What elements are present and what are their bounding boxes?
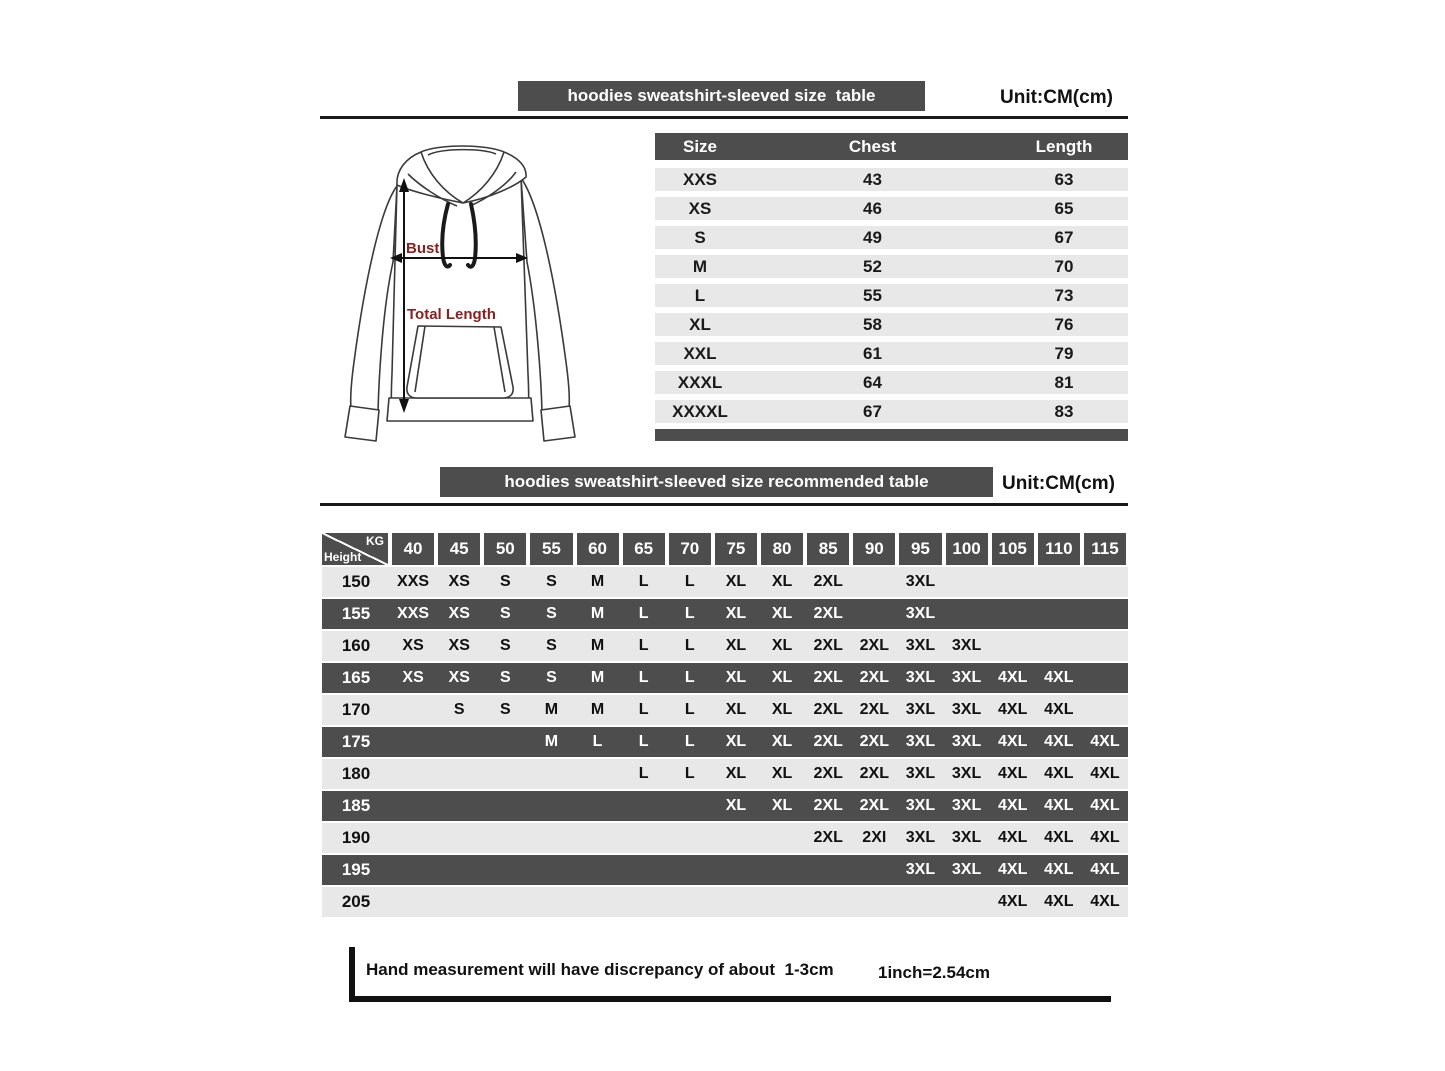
recommended-cell: 4XL bbox=[998, 797, 1028, 814]
recommended-cell: L bbox=[638, 573, 649, 590]
weight-header-cell: 85 bbox=[807, 533, 849, 565]
recommended-cell: L bbox=[684, 637, 695, 654]
recommended-cell: 3XL bbox=[905, 669, 936, 686]
size-table-cell: 63 bbox=[1054, 169, 1074, 189]
weight-header-cell: 75 bbox=[715, 533, 757, 565]
recommended-cell: L bbox=[638, 669, 649, 686]
recommended-cell: 3XL bbox=[905, 765, 936, 782]
size-table bbox=[655, 133, 1128, 441]
height-label: 170 bbox=[341, 700, 371, 719]
recommended-cell: 4XL bbox=[1044, 669, 1074, 686]
recommended-cell: XL bbox=[771, 669, 793, 686]
height-label: 180 bbox=[341, 764, 371, 783]
size-table-cell: XXL bbox=[683, 343, 717, 363]
recommended-cell: 4XL bbox=[998, 765, 1028, 782]
size-table-row bbox=[655, 313, 1128, 336]
recommended-cell: 4XL bbox=[1044, 701, 1074, 718]
recommended-cell: XXS bbox=[397, 573, 430, 590]
size-table-row bbox=[655, 371, 1128, 394]
recommended-cell: 2XL bbox=[813, 573, 843, 590]
size-table-cell: 73 bbox=[1054, 285, 1074, 305]
recommended-row bbox=[322, 599, 1128, 629]
recommended-cell: 2XL bbox=[859, 733, 889, 750]
recommended-row bbox=[322, 663, 1128, 693]
recommended-cell: XL bbox=[725, 637, 747, 654]
height-label: 195 bbox=[341, 860, 371, 879]
recommended-cell: 4XL bbox=[1090, 861, 1120, 878]
size-table-cell: XXXXL bbox=[672, 401, 728, 421]
footer-note: Hand measurement will have discrepancy of about 1-3cm bbox=[366, 960, 834, 979]
recommended-cell: 4XL bbox=[1090, 733, 1120, 750]
recommended-cell: XL bbox=[725, 701, 747, 718]
size-table-bottom-bar bbox=[655, 429, 1128, 441]
recommended-cell: L bbox=[684, 669, 695, 686]
recommended-cell: 3XL bbox=[951, 637, 982, 654]
recommended-cell: L bbox=[592, 733, 603, 750]
size-table-cell: 76 bbox=[1054, 314, 1074, 334]
size-table-row bbox=[655, 168, 1128, 191]
weight-header-cell: 55 bbox=[530, 533, 572, 565]
size-table-cell: 64 bbox=[863, 372, 882, 392]
size-table-cell: 83 bbox=[1054, 401, 1074, 421]
size-table-cell: XL bbox=[689, 314, 711, 334]
recommended-cell: 3XL bbox=[951, 701, 982, 718]
recommended-cell: XL bbox=[771, 797, 793, 814]
recommended-cell: S bbox=[499, 701, 511, 718]
hoodie-diagram bbox=[320, 122, 650, 462]
recommended-row bbox=[322, 727, 1128, 757]
recommended-cell: M bbox=[544, 733, 559, 750]
recommended-cell: 4XL bbox=[1090, 765, 1120, 782]
size-table-row bbox=[655, 342, 1128, 365]
recommended-cell: XL bbox=[771, 733, 793, 750]
recommended-cell: 4XL bbox=[998, 893, 1028, 910]
recommended-cell: L bbox=[638, 733, 649, 750]
recommended-cell: XS bbox=[402, 637, 424, 654]
conversion-note: 1inch=2.54cm bbox=[878, 963, 990, 982]
recommended-cell: XL bbox=[725, 573, 747, 590]
recommended-cell: 2XL bbox=[813, 701, 843, 718]
bust-label: Bust bbox=[406, 240, 440, 257]
recommended-row bbox=[322, 631, 1128, 661]
size-table-cell: 55 bbox=[863, 285, 882, 305]
size-table-cell: 58 bbox=[863, 314, 882, 334]
recommended-cell: 2XL bbox=[813, 605, 843, 622]
recommended-cell: S bbox=[499, 605, 511, 622]
recommended-cell: XXS bbox=[397, 605, 430, 622]
recommended-cell: 4XL bbox=[1044, 829, 1074, 846]
weight-header-cell: 90 bbox=[853, 533, 895, 565]
height-label: 165 bbox=[341, 668, 371, 687]
weight-header-cell: 95 bbox=[899, 533, 941, 565]
size-table-cell: 81 bbox=[1054, 372, 1074, 392]
height-label: 155 bbox=[341, 604, 371, 623]
recommended-cell: XL bbox=[725, 733, 747, 750]
recommended-row bbox=[322, 695, 1128, 725]
recommended-cell: 2XL bbox=[859, 669, 889, 686]
height-label: 175 bbox=[341, 732, 371, 751]
size-table-cell: M bbox=[692, 256, 708, 276]
recommended-cell: 2XL bbox=[813, 829, 843, 846]
size-table-row bbox=[655, 284, 1128, 307]
weight-header-cell: 50 bbox=[484, 533, 526, 565]
height-label: 205 bbox=[341, 892, 371, 911]
recommended-cell: 3XL bbox=[905, 829, 936, 846]
corner-kg-label: KG bbox=[366, 534, 384, 548]
size-table-cell: L bbox=[694, 285, 706, 305]
weight-header-cell: 45 bbox=[438, 533, 480, 565]
matrix-header bbox=[322, 533, 1128, 565]
size-table-row bbox=[655, 255, 1128, 278]
recommended-cell: 3XL bbox=[951, 765, 982, 782]
size-table-title-bar bbox=[518, 81, 925, 111]
recommended-cell: XL bbox=[771, 765, 793, 782]
size-table-row bbox=[655, 400, 1128, 423]
recommended-cell: 4XL bbox=[1044, 765, 1074, 782]
recommended-cell: 4XL bbox=[1044, 893, 1074, 910]
recommended-table-title: hoodies sweatshirt-sleeved size recommended table bbox=[504, 472, 929, 491]
size-table-cell: 70 bbox=[1054, 256, 1074, 276]
weight-header-cell: 115 bbox=[1084, 533, 1126, 565]
recommended-cell: XS bbox=[448, 605, 470, 622]
weight-header-cell: 100 bbox=[946, 533, 988, 565]
recommended-cell: XS bbox=[448, 637, 470, 654]
size-table-cell: 67 bbox=[1054, 227, 1074, 247]
size-table-row bbox=[655, 226, 1128, 249]
recommended-cell: 4XL bbox=[1090, 829, 1120, 846]
recommended-cell: L bbox=[638, 765, 649, 782]
recommended-cell: XL bbox=[771, 573, 793, 590]
recommended-cell: 2XL bbox=[813, 765, 843, 782]
recommended-cell: 4XL bbox=[1090, 893, 1120, 910]
size-table-cell: XXS bbox=[682, 169, 718, 189]
weight-header-cell: 65 bbox=[623, 533, 665, 565]
footer-border-bottom bbox=[349, 996, 1111, 1002]
size-table-header-cell: Chest bbox=[848, 136, 897, 156]
recommended-cell: M bbox=[544, 701, 559, 718]
recommended-cell: XS bbox=[448, 669, 470, 686]
recommended-cell: 2XI bbox=[862, 829, 887, 846]
recommended-row bbox=[322, 887, 1128, 917]
recommended-cell: S bbox=[453, 701, 465, 718]
recommended-cell: XL bbox=[771, 637, 793, 654]
weight-header-cell: 105 bbox=[992, 533, 1034, 565]
size-table-cell: S bbox=[694, 227, 706, 247]
size-table-cell: 65 bbox=[1054, 198, 1074, 218]
recommended-cell: 2XL bbox=[859, 797, 889, 814]
unit-label-1: Unit:CM(cm) bbox=[1000, 87, 1113, 108]
recommended-cell: 4XL bbox=[1044, 733, 1074, 750]
recommended-cell: 3XL bbox=[951, 669, 982, 686]
recommended-cell: XL bbox=[725, 605, 747, 622]
kg-height-corner-cell bbox=[322, 533, 388, 565]
recommended-cell: 2XL bbox=[859, 701, 889, 718]
recommended-cell: M bbox=[590, 637, 605, 654]
size-table-cell: 67 bbox=[863, 401, 882, 421]
size-table-cell: 43 bbox=[863, 169, 882, 189]
weight-header-cell: 70 bbox=[669, 533, 711, 565]
recommended-cell: S bbox=[546, 669, 557, 686]
recommended-cell: M bbox=[590, 669, 605, 686]
recommended-cell: XS bbox=[448, 573, 470, 590]
recommended-cell: L bbox=[684, 573, 695, 590]
corner-height-label: Height bbox=[324, 550, 362, 564]
weight-header-cell: 60 bbox=[577, 533, 619, 565]
recommended-cell: L bbox=[638, 605, 649, 622]
recommended-cell: 3XL bbox=[905, 733, 936, 750]
recommended-cell: M bbox=[590, 605, 605, 622]
recommended-cell: S bbox=[499, 637, 511, 654]
recommended-cell: 3XL bbox=[905, 797, 936, 814]
recommended-cell: 2XL bbox=[813, 637, 843, 654]
recommended-cell: 3XL bbox=[905, 605, 936, 622]
matrix-body bbox=[322, 567, 1128, 917]
recommended-cell: 3XL bbox=[951, 829, 982, 846]
size-table-cell: 79 bbox=[1054, 343, 1074, 363]
recommended-cell: 3XL bbox=[951, 733, 982, 750]
size-table-header-cell: Length bbox=[1035, 136, 1093, 156]
size-table-cell: 46 bbox=[863, 198, 882, 218]
recommended-table-title-bar bbox=[440, 467, 993, 497]
height-label: 185 bbox=[341, 796, 371, 815]
recommended-cell: M bbox=[590, 701, 605, 718]
weight-header-cell: 80 bbox=[761, 533, 803, 565]
recommended-cell: L bbox=[684, 765, 695, 782]
recommended-cell: S bbox=[499, 669, 511, 686]
recommended-row bbox=[322, 823, 1128, 853]
recommended-cell: S bbox=[546, 605, 557, 622]
weight-header-cell: 40 bbox=[392, 533, 434, 565]
size-table-cell: 49 bbox=[863, 227, 882, 247]
size-table-cell: 61 bbox=[863, 343, 882, 363]
recommended-cell: L bbox=[638, 637, 649, 654]
size-table-row bbox=[655, 197, 1128, 220]
total-length-label: Total Length bbox=[407, 306, 496, 323]
divider-line-2 bbox=[320, 503, 1128, 506]
footer-border-left bbox=[349, 947, 355, 1002]
recommended-row bbox=[322, 567, 1128, 597]
recommended-row bbox=[322, 759, 1128, 789]
recommended-cell: S bbox=[499, 573, 511, 590]
size-table-cell: 52 bbox=[863, 256, 882, 276]
recommended-cell: 3XL bbox=[905, 701, 936, 718]
recommended-cell: 2XL bbox=[813, 797, 843, 814]
hoodie-outline bbox=[345, 146, 575, 441]
unit-label-2: Unit:CM(cm) bbox=[1002, 473, 1115, 494]
recommended-cell: L bbox=[684, 733, 695, 750]
recommended-cell: XS bbox=[402, 669, 424, 686]
recommended-cell: 4XL bbox=[998, 733, 1028, 750]
recommended-cell: 2XL bbox=[813, 669, 843, 686]
recommended-cell: 3XL bbox=[905, 861, 936, 878]
recommended-cell: 4XL bbox=[1090, 797, 1120, 814]
recommended-cell: 4XL bbox=[998, 669, 1028, 686]
size-table-rows bbox=[655, 168, 1128, 423]
size-table-header bbox=[655, 133, 1128, 160]
size-table-cell: XXXL bbox=[677, 372, 723, 392]
size-table-header-cell: Size bbox=[682, 136, 718, 156]
recommended-cell: M bbox=[590, 573, 605, 590]
recommended-cell: L bbox=[684, 701, 695, 718]
recommended-row bbox=[322, 855, 1128, 885]
recommended-cell: 3XL bbox=[905, 637, 936, 654]
recommended-cell: S bbox=[546, 573, 557, 590]
recommended-cell: 3XL bbox=[905, 573, 936, 590]
weight-header-cell: 110 bbox=[1038, 533, 1080, 565]
size-table-cell: XS bbox=[688, 198, 712, 218]
recommended-cell: 3XL bbox=[951, 861, 982, 878]
recommended-cell: 2XL bbox=[813, 733, 843, 750]
recommended-cell: XL bbox=[725, 669, 747, 686]
recommended-cell: 4XL bbox=[998, 861, 1028, 878]
recommended-cell: 2XL bbox=[859, 637, 889, 654]
recommended-size-table bbox=[322, 533, 1128, 919]
recommended-cell: 4XL bbox=[998, 829, 1028, 846]
recommended-cell: XL bbox=[725, 797, 747, 814]
recommended-cell: XL bbox=[725, 765, 747, 782]
recommended-cell: 4XL bbox=[998, 701, 1028, 718]
recommended-cell: 4XL bbox=[1044, 861, 1074, 878]
height-label: 190 bbox=[341, 828, 371, 847]
recommended-cell: L bbox=[684, 605, 695, 622]
recommended-cell: 4XL bbox=[1044, 797, 1074, 814]
divider-line-1 bbox=[320, 116, 1128, 119]
recommended-cell: L bbox=[638, 701, 649, 718]
recommended-cell: S bbox=[546, 637, 557, 654]
size-table-title: hoodies sweatshirt-sleeved size table bbox=[567, 86, 876, 105]
recommended-row bbox=[322, 791, 1128, 821]
height-label: 160 bbox=[341, 636, 371, 655]
recommended-cell: XL bbox=[771, 701, 793, 718]
recommended-cell: XL bbox=[771, 605, 793, 622]
height-label: 150 bbox=[341, 572, 371, 591]
recommended-cell: 3XL bbox=[951, 797, 982, 814]
recommended-cell: 2XL bbox=[859, 765, 889, 782]
